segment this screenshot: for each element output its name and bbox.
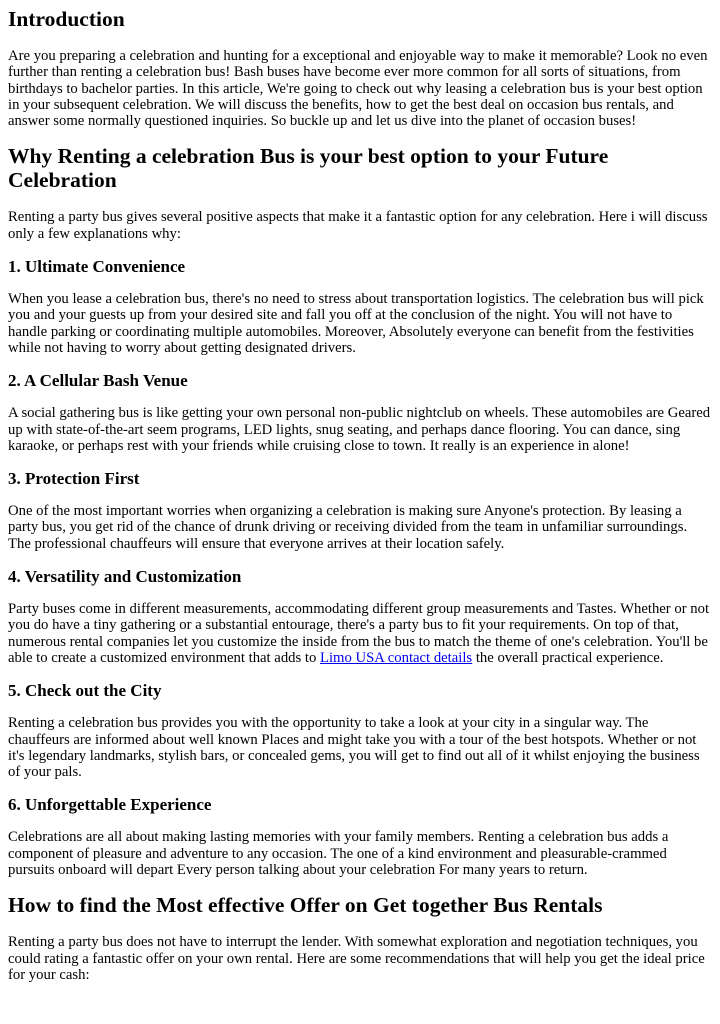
intro-paragraph: Are you preparing a celebration and hunting for a exceptional and enjoyable way to make it memorable? Look no even further than renting a celebration bus! Bash buses have become ever more common for all sorts of situations, from birthdays to bachelor parties. In this article, We're going to check out why leasing a celebration bus is your best option in your subsequent celebration. We will discuss the benefits, how to get the best deal on occasion bus rentals, and answer some normally questioned inquiries. So buckle up and let us dive into the planet of occasion buses! [8, 48, 708, 130]
reason-6-paragraph: Celebrations are all about making lasting memories with your family members. Renting a celebration bus adds a component of pleasure and adventure to any occasion. The one of a kind environment and pleasurable-crammed pursuits onboard will depart Every person talking about your celebration For many years to return. [8, 829, 669, 879]
article [0, 7, 720, 983]
reason-3-heading: 3. Protection First [8, 469, 140, 489]
reason-4-heading: 4. Versatility and Customization [8, 567, 242, 587]
reason-4-paragraph [8, 601, 712, 666]
reason-1-heading: 1. Ultimate Convenience [8, 257, 186, 277]
reason-2-paragraph: A social gathering bus is like getting your own personal non-public nightclub on wheels. These automobiles are Geared up with state-of-the-art seem programs, LED lights, snug seating, and perhaps dance flooring. You can dance, sing karaoke, or perhaps rest with your friends while cruising close to town. It really is an experience in alone! [8, 405, 711, 454]
reason-1-paragraph: When you lease a celebration bus, there's no need to stress about transportation logistics. The celebration bus will pick you and your guests up from your desired site and fall you off at the conclusion of the night. You will not have to handle parking or coordinating multiple automobiles. Moreover, Absolutely everyone can benefit from the festivities while not having to worry about getting designated drivers. [8, 291, 704, 356]
deal-paragraph: Renting a party bus does not have to interrupt the lender. With somewhat exploration and negotiation techniques, you could rating a fantastic offer on your own rental. Here are some recommendations that will help you get the ideal price for your cash: [8, 934, 705, 983]
limo-usa-contact-link[interactable]: Limo USA contact details [320, 649, 473, 666]
why-heading: Why Renting a celebration Bus is your best option to your Future Celebration [8, 144, 609, 193]
why-paragraph: Renting a party bus gives several positive aspects that make it a fantastic option for any celebration. Here i will discuss only a few explanations why: [8, 209, 708, 242]
reason-3-paragraph: One of the most important worries when organizing a celebration is making sure Anyone's protection. By leasing a party bus, you get rid of the chance of drunk driving or receiving divided from the team in unfamiliar surroundings. The professional chauffeurs will ensure that everyone arrives at their location safely. [8, 503, 688, 552]
intro-heading: Introduction [8, 7, 125, 31]
reason-2-heading: 2. A Cellular Bash Venue [8, 371, 188, 391]
deal-heading: How to find the Most effective Offer on Get together Bus Rentals [8, 893, 603, 918]
reason-6-heading: 6. Unforgettable Experience [8, 795, 212, 815]
reason-4-text-after: the overall practical experience. [472, 649, 664, 666]
reason-5-paragraph: Renting a celebration bus provides you with the opportunity to take a look at your city in a singular way. The chauffeurs are informed about well known Places and might take you with a tour of the best hotspots. Whether or not it's legendary landmarks, stylish bars, or concealed gems, you will get to find out all of it whilst enjoying the business of your pals. [8, 715, 700, 781]
reason-5-heading: 5. Check out the City [8, 681, 162, 701]
reason-4-text-before: Party buses come in different measurements, accommodating different group measurements and Tastes. Whether or not you do have a tiny gathering or a substantial entourage, there's a party bus to fit your requirements. On top of that, numerous rental companies let you customize the inside from the bus to match the theme of one's celebration. You'll be able to create a customized environment that adds to [8, 601, 710, 666]
